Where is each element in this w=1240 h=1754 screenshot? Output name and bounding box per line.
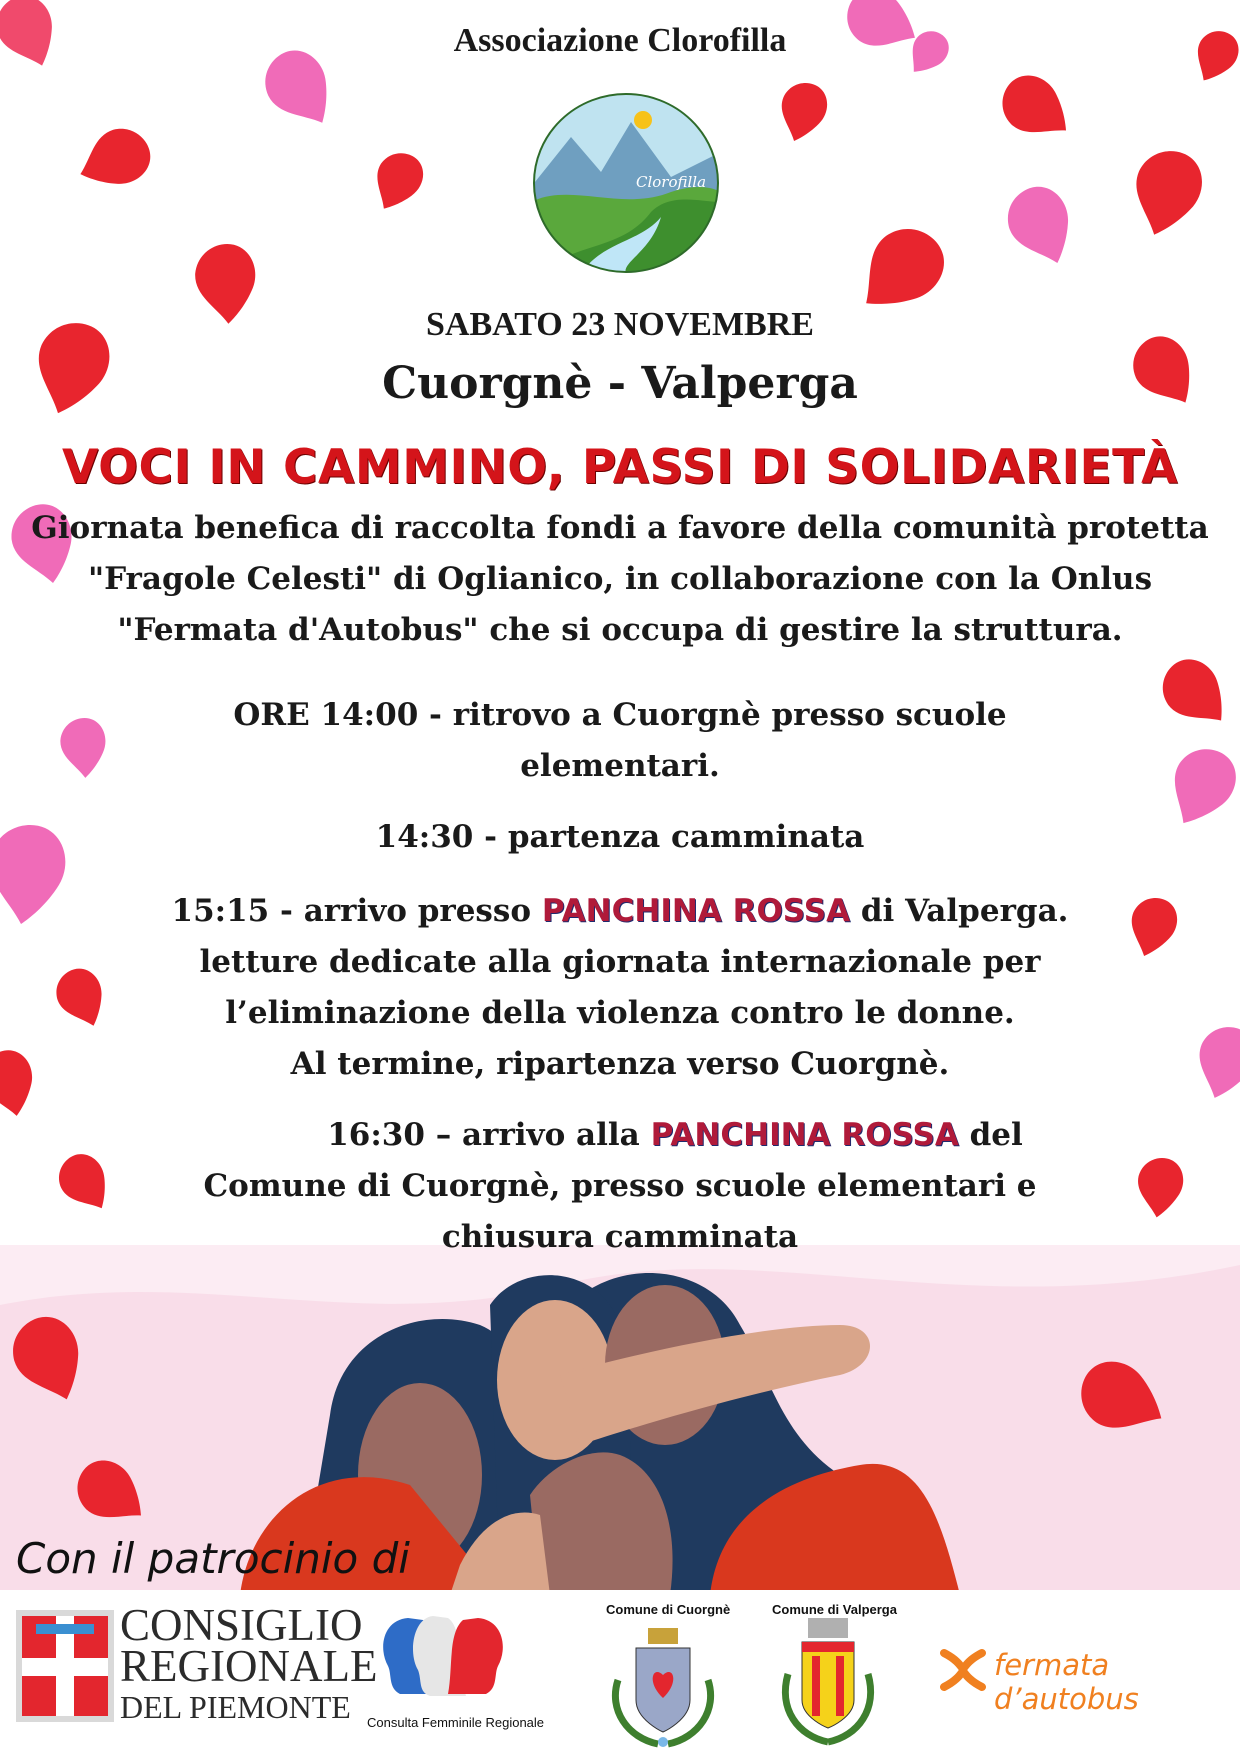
schedule-line: letture dedicate alla giornata internazionale per	[199, 944, 1041, 980]
schedule-line: chiusura camminata	[441, 1219, 799, 1255]
schedule-line: elementari.	[520, 748, 720, 784]
fermata-autobus-icon	[938, 1647, 988, 1693]
consulta-femminile-logo	[378, 1608, 508, 1708]
organization-name: Associazione Clorofilla	[453, 22, 787, 59]
fermata-autobus-name: fermata d’autobus	[994, 1648, 1139, 1716]
consiglio-regionale-name	[120, 1600, 378, 1728]
clorofilla-logo	[531, 92, 721, 274]
event-location: Cuorgnè - Valperga	[382, 358, 858, 409]
schedule-text: del	[958, 1117, 1023, 1153]
schedule-line: ORE 14:00 - ritrovo a Cuorgnè presso scuole	[233, 697, 1007, 733]
crp-line: CONSIGLIO	[120, 1600, 363, 1650]
schedule-line	[0, 886, 1240, 937]
description-line: "Fermata d'Autobus" che si occupa di gestire la struttura.	[117, 612, 1123, 648]
event-title: VOCI IN CAMMINO, PASSI DI SOLIDARIETÀ	[62, 440, 1178, 495]
schedule-text: di Valperga.	[850, 893, 1069, 929]
schedule-line	[0, 1110, 1240, 1161]
logo-text: Clorofilla	[636, 173, 707, 191]
schedule-line: 14:30 - partenza camminata	[375, 819, 865, 855]
event-description	[0, 503, 1240, 656]
consiglio-regionale-emblem	[16, 1610, 114, 1722]
valperga-coat-of-arms	[778, 1614, 878, 1748]
schedule-line: l’eliminazione della violenza contro le donne.	[225, 995, 1015, 1031]
crp-line: DEL PIEMONTE	[120, 1689, 351, 1725]
comune-cuorgne-name: Comune di Cuorgnè	[606, 1602, 731, 1617]
schedule-line: Al termine, ripartenza verso Cuorgnè.	[290, 1046, 950, 1082]
description-line: Giornata benefica di raccolta fondi a favore della comunità protetta	[31, 510, 1209, 546]
schedule-text: 15:15 - arrivo presso	[171, 893, 542, 929]
panchina-rossa-highlight: PANCHINA ROSSA	[541, 893, 851, 929]
description-line: "Fragole Celesti" di Oglianico, in collaborazione con la Onlus	[87, 561, 1153, 597]
schedule-line: Comune di Cuorgnè, presso scuole elementari e	[203, 1168, 1037, 1204]
schedule-item-1515	[0, 886, 1240, 1090]
cuorgne-coat-of-arms	[608, 1620, 718, 1748]
consulta-femminile-name: Consulta Femminile Regionale	[367, 1715, 545, 1730]
crp-line: REGIONALE	[120, 1641, 378, 1691]
event-date: SABATO 23 NOVEMBRE	[426, 306, 814, 343]
panchina-rossa-highlight: PANCHINA ROSSA	[650, 1117, 959, 1153]
comune-valperga-name: Comune di Valperga	[772, 1602, 897, 1617]
schedule-item-1400	[0, 690, 1240, 792]
schedule-text: 16:30 – arrivo alla	[327, 1117, 651, 1153]
patronage-label: Con il patrocinio di	[16, 1534, 410, 1583]
schedule-item-1430	[0, 812, 1240, 863]
schedule-item-1630	[0, 1110, 1240, 1263]
